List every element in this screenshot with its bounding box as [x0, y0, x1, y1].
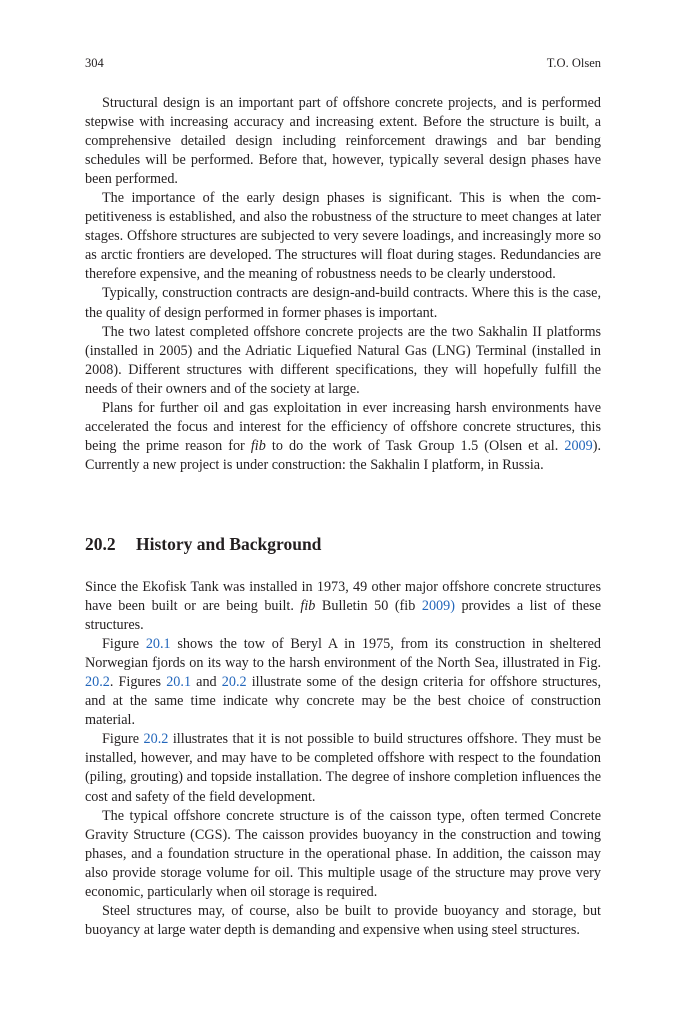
text-run: and	[191, 674, 222, 691]
paragraph	[85, 730, 601, 806]
paragraph: The typical offshore concrete structure is of the caisson type, often termed Concrete Gravity Structure (CGS). The caisson provides buoyancy in the construction and towing phases, and a foundation structure in the operational phase. In addition, the caisson may also provide storage volume for oil. This multiple usage of the structure may prove very economic, particularly when oil storage is required.	[85, 807, 601, 900]
running-author: T.O. Olsen	[546, 56, 601, 70]
section-heading	[85, 534, 321, 555]
text-run: Figure	[102, 731, 144, 748]
section-text	[85, 578, 601, 940]
text-run: Figure	[102, 636, 146, 653]
text-run: provides a list of these structures.	[85, 598, 601, 634]
paragraph: Steel structures may, of course, also be built to provide buoyancy and storage, but buoyancy at large water depth is demanding and expensive when using steel structures.	[85, 902, 601, 938]
section-title: History and Background	[136, 534, 322, 554]
text-run: illustrate some of the design criteria for offshore structures, and at the same time indicate why concrete may be the best choice of construction material.	[85, 674, 601, 729]
text-run: ). Currently a new project is under construction: the Sakhalin I platform, in Russia.	[85, 437, 602, 473]
paragraph: The two latest completed offshore concrete projects are the two Sakhalin II platforms (installed in 2005) and the Adriatic Liquefied Natural Gas (LNG) Terminal (installed in 2008). Different structures with different specifications, they will hopefully fulfill the needs of their owners and of the society at large.	[85, 323, 601, 397]
text-run: to do the work of Task Group 1.5 (Olsen et al.	[265, 437, 565, 454]
text-run: shows the tow of Beryl A in 1975, from its construction in sheltered Norwegian fjords on its way to the harsh environment of the North Sea, illustrated in Fig.	[85, 636, 601, 672]
text-run: Since the Ekofisk Tank was installed in 1973, 49 other major offshore concrete structures have been built or are being built.	[85, 579, 601, 615]
fib-italic: fib	[250, 437, 266, 454]
running-header	[85, 56, 601, 72]
paragraph: Typically, construction contracts are design-and-build contracts. Where this is the case, the quality of design performed in former phases is important.	[85, 285, 601, 321]
text-run: Plans for further oil and gas exploitation in ever increasing harsh environments have accelerated the focus and interest for the efficiency of offshore concrete structures, this being the prime reason for	[85, 399, 601, 454]
fib-italic: fib	[300, 598, 316, 615]
intro-text	[85, 94, 601, 475]
figure-link[interactable]: 20.2	[221, 674, 247, 691]
paragraph	[85, 399, 601, 475]
citation-link[interactable]: 2009	[564, 437, 593, 454]
text-run: illustrates that it is not possible to build structures offshore. They must be installed, however, and may have to be completed offshore with respect to the foundation (piling, grouting) and topside installation. The degree of inshore completion influences the cost and safety of the field development.	[85, 731, 602, 805]
section-number: 20.2	[85, 534, 116, 554]
paragraph	[85, 635, 601, 730]
page-number: 304	[85, 56, 104, 70]
figure-link[interactable]: 20.2	[85, 674, 110, 691]
text-run: . Figures	[109, 674, 167, 691]
paragraph: The importance of the early design phases is significant. This is when the competitiveness is established, and also the robustness of the structure to meet changes at later stages. Offshore structures are subjected to very severe loadings, and increasingly more so as arctic frontiers are developed. The structures will float during stages. Redundancies are therefore expensive, and the meaning of robustness needs to be clearly understood.	[85, 190, 601, 283]
paragraph	[85, 578, 601, 635]
citation-link[interactable]: 2009)	[421, 598, 455, 615]
text-run: Bulletin 50 (fib	[315, 598, 422, 615]
figure-link[interactable]: 20.2	[143, 731, 169, 748]
figure-link[interactable]: 20.1	[145, 636, 171, 653]
paragraph: Structural design is an important part of offshore concrete projects, and is performed stepwise with increasing accuracy and increasing extent. Before the structure is built, a comprehensive detailed design including reinforcement drawings and bar bending schedules will be performed. Before that, however, typically several design phases have been performed.	[85, 95, 601, 188]
figure-link[interactable]: 20.1	[166, 674, 192, 691]
